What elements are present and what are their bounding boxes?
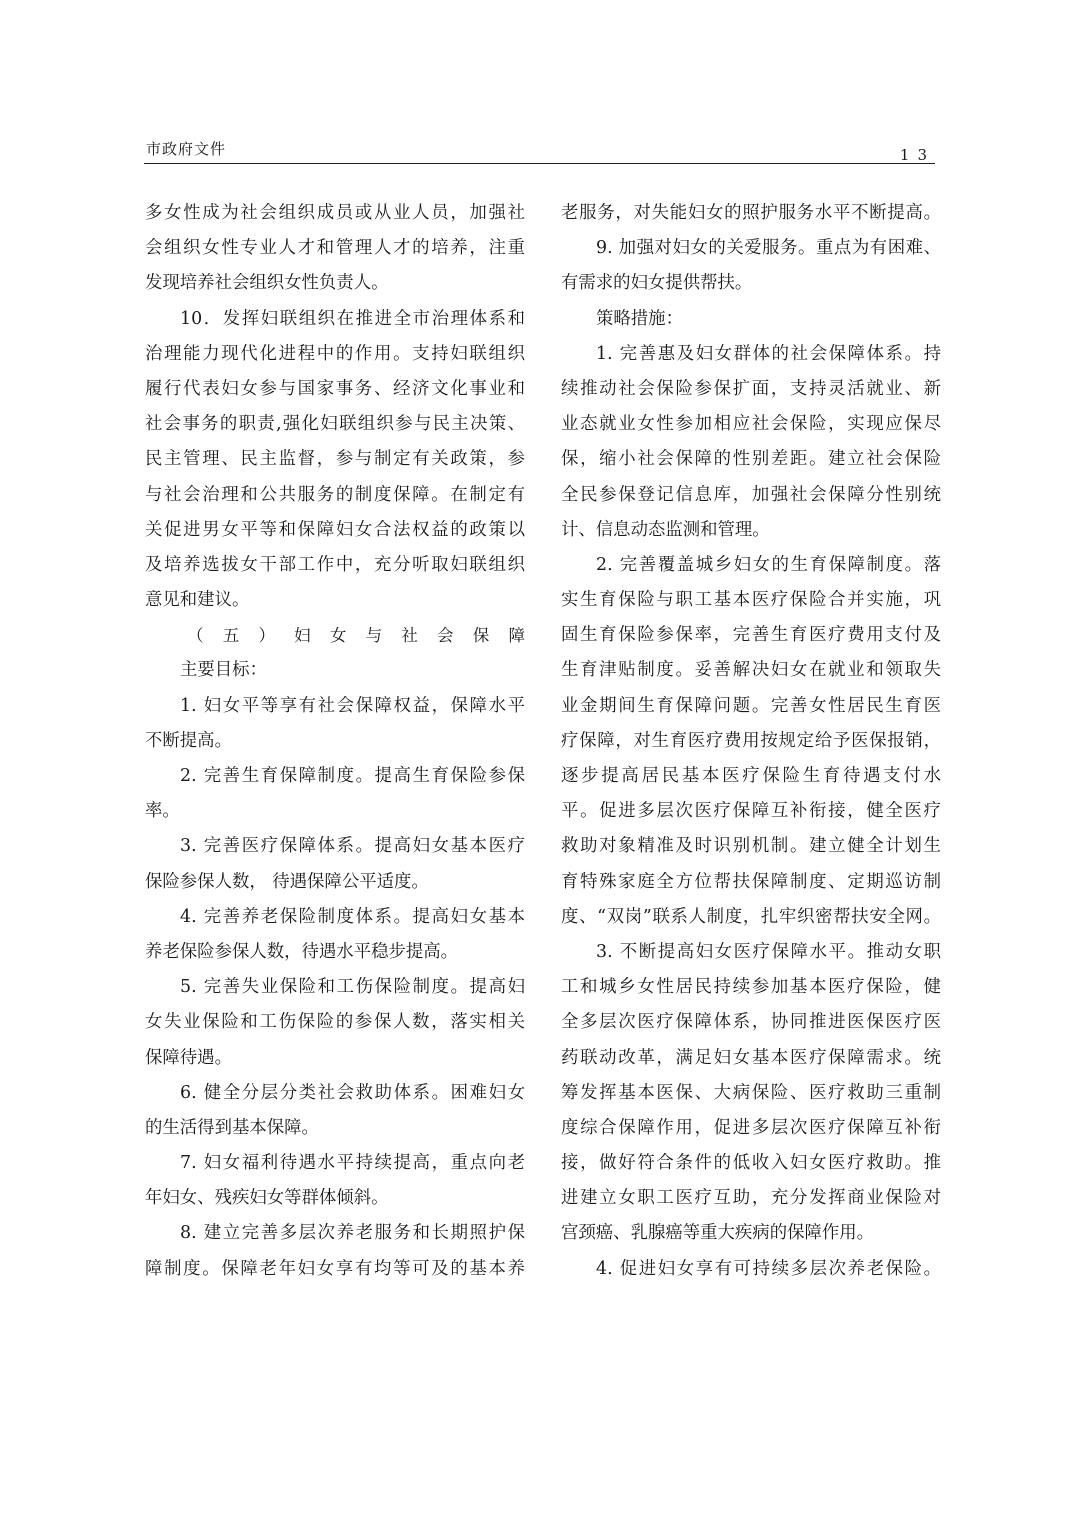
text-line: 女失业保险和工伤保险的参保人数，落实相关 [145,1012,525,1033]
text-line: 生育津贴制度。妥善解决妇女在就业和领取失 [561,660,941,681]
text-line: 策略措施： [596,308,683,329]
text-line: 主要目标： [180,660,267,681]
text-line: 全民参保登记信息库，加强社会保障分性别统 [561,484,941,505]
text-line: 6. 健全分层分类社会救助体系。困难妇女 [180,1082,525,1103]
text-line: 3. 不断提高妇女医疗保障水平。推动女职 [596,941,941,962]
text-line: 的生活得到基本保障。 [145,1117,319,1138]
text-line: 固生育保险参保率，完善生育医疗费用支付及 [561,625,941,646]
text-line: 障制度。保障老年妇女享有均等可及的基本养 [145,1258,525,1279]
text-line: 7. 妇女福利待遇水平持续提高，重点向老 [180,1153,525,1174]
text-line: 养老保险参保人数，待遇水平稳步提高。 [145,941,459,962]
text-line: 治理能力现代化进程中的作用。支持妇联组织 [145,343,525,364]
text-line: 年妇女、残疾妇女等群体倾斜。 [145,1188,389,1209]
text-line: 实生育保险与职工基本医疗保险合并实施，巩 [561,590,941,611]
text-line: 2. 完善生育保障制度。提高生育保险参保 [180,766,525,786]
text-line: 4. 完善养老保险制度体系。提高妇女基本 [180,906,525,927]
text-line: 有需求的妇女提供帮扶。 [561,273,753,294]
right-column [561,196,941,1287]
text-line: 意见和建议。 [145,590,250,611]
text-line: 不断提高。 [145,730,232,751]
text-line: 关促进男女平等和保障妇女合法权益的政策以 [145,519,525,540]
text-line: 宫颈癌、乳腺癌等重大疾病的保障作用。 [561,1223,875,1244]
text-line: 5. 完善失业保险和工伤保险制度。提高妇 [180,977,525,998]
text-line: 全多层次医疗保障体系，协同推进医保医疗医 [561,1012,941,1033]
text-line: 1. 完善惠及妇女群体的社会保障体系。持 [596,343,941,364]
text-line: 8. 建立完善多层次养老服务和长期照护保 [180,1223,525,1244]
text-line: 筹发挥基本医保、大病保险、医疗救助三重制 [561,1082,941,1103]
text-line: 育特殊家庭全方位帮扶保障制度、定期巡访制 [561,871,941,892]
text-line: 与社会治理和公共服务的制度保障。在制定有 [145,484,525,505]
text-line: 工和城乡女性居民持续参加基本医疗保险，健 [561,977,941,998]
text-line: 及培养选拔女干部工作中，充分听取妇联组织 [145,554,525,575]
text-line: 保险参保人数， 待遇保障公平适度。 [145,871,429,892]
text-line: 救助对象精准及时识别机制。建立健全计划生 [561,836,941,857]
text-line: 发现培养社会组织女性负责人。 [145,273,389,294]
text-line: 药联动改革，满足妇女基本医疗保障需求。统 [561,1047,941,1068]
text-line: 疗保障，对生育医疗费用按规定给予医保报销， [561,730,941,751]
text-line: 平。促进多层次医疗保障互补衔接，健全医疗 [561,801,941,822]
left-column [145,196,525,1287]
text-line: 1. 妇女平等享有社会保障权益，保障水平 [180,695,525,716]
text-line: 会组织女性专业人才和管理人才的培养，注重 [145,238,525,259]
text-line: 多女性成为社会组织成员或从业人员，加强社 [145,203,525,223]
text-line: 度、“双岗”联系人制度，扎牢织密帮扶安全网。 [561,906,941,927]
text-line: 计、信息动态监测和管理。 [561,519,770,540]
text-line: 逐步提高居民基本医疗保险生育待遇支付水 [561,766,941,786]
text-line: 接，做好符合条件的低收入妇女医疗救助。推 [561,1153,941,1174]
text-line: 续推动社会保险参保扩面，支持灵活就业、新 [561,378,941,399]
text-line: 进建立女职工医疗互助，充分发挥商业保险对 [561,1188,941,1209]
header-rule [144,163,935,164]
text-line: 履行代表妇女参与国家事务、经济文化事业和 [145,378,525,399]
text-line: 2. 完善覆盖城乡妇女的生育保障制度。落 [596,554,941,575]
text-line: 社会事务的职责,强化妇联组织参与民主决策、 [145,414,525,435]
running-header: 市政府文件 [146,140,227,158]
text-line: 3. 完善医疗保障体系。提高妇女基本医疗 [180,836,525,857]
text-line: （五）妇女与社会保障 [187,626,525,646]
text-line: 度综合保障作用，促进多层次医疗保障互补衔 [561,1117,941,1138]
text-line: 业态就业女性参加相应社会保险，实现应保尽 [561,414,941,435]
text-line: 民主管理、民主监督，参与制定有关政策，参 [145,449,525,470]
text-line: 10．发挥妇联组织在推进全市治理体系和 [180,308,525,329]
text-line: 9. 加强对妇女的关爱服务。重点为有困难、 [596,238,941,259]
text-line: 老服务，对失能妇女的照护服务水平不断提高。 [561,203,941,223]
page-number: 13 [899,146,935,164]
text-line: 率。 [145,801,180,822]
text-line: 保障待遇。 [145,1047,232,1068]
text-line: 保，缩小社会保障的性别差距。建立社会保险 [561,449,941,470]
text-line: 业金期间生育保障问题。完善女性居民生育医 [561,695,941,716]
text-line: 4. 促进妇女享有可持续多层次养老保险。 [596,1258,941,1279]
